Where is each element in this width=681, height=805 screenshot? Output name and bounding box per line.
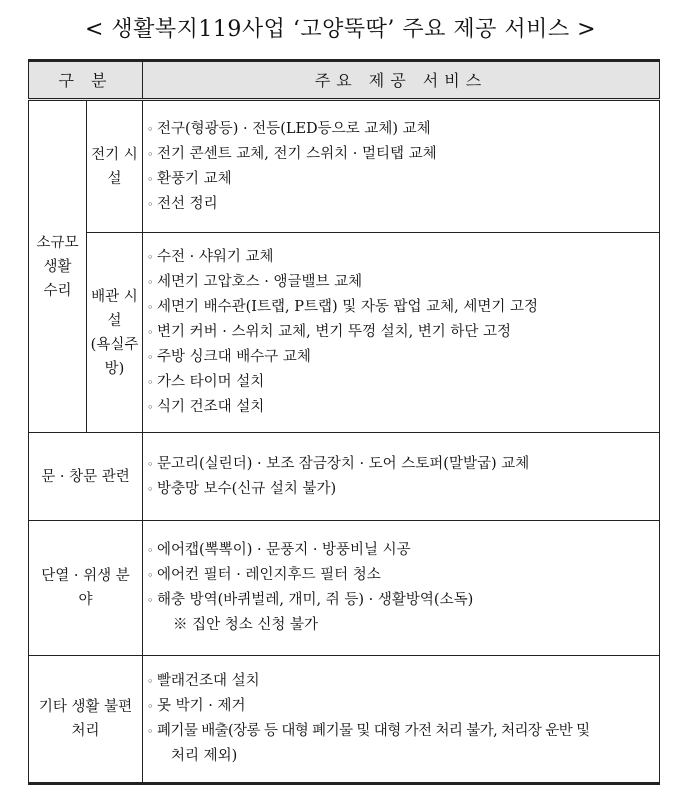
list-item-continuation: 처리 제외)	[171, 748, 238, 764]
category-insulation-hygiene: 단열 · 위생 분 야	[29, 521, 143, 656]
list-item: ◦ 문고리(실린더) · 보조 잠금장치 · 도어 스토퍼(말발굽) 교체	[147, 455, 530, 472]
list-item: ◦ 빨래건조대 설치	[147, 673, 260, 689]
list-item: ◦ 에어컨 필터 · 레인지후드 필터 청소	[147, 567, 381, 583]
table-row	[29, 433, 660, 521]
table-header-row	[29, 61, 660, 100]
list-item: ◦ 가스 타이머 설치	[147, 374, 265, 390]
list-item: ◦ 전구(형광등) · 전등(LED등으로 교체) 교체	[147, 120, 431, 137]
list-item: ◦ 해충 방역(바퀴벌레, 개미, 쥐 등) · 생활방역(소독)	[147, 592, 474, 608]
list-item: ◦ 전선 정리	[147, 195, 218, 212]
list-item: ◦ 전기 콘센트 교체, 전기 스위치 · 멀티탭 교체	[147, 145, 437, 162]
note-cleaning-unavailable: ※ 집안 청소 신청 불가	[173, 617, 318, 633]
list-item: ◦ 변기 커버 · 스위치 교체, 변기 뚜껑 설치, 변기 하단 고정	[147, 324, 512, 340]
list-item: ◦ 폐기물 배출(장롱 등 대형 폐기물 및 대형 가전 처리 불가, 처리장 운반 및	[147, 723, 590, 739]
services-table	[28, 59, 660, 785]
list-item: ◦ 식기 건조대 설치	[147, 399, 265, 415]
table-row	[29, 521, 660, 656]
subcategory-electric: 전기 시 설	[87, 100, 143, 233]
list-item: ◦ 세면기 고압호스 · 앵글밸브 교체	[147, 274, 363, 290]
list-item: ◦ 세면기 배수관(I트랩, P트랩) 및 자동 팝업 교체, 세면기 고정	[147, 299, 539, 315]
services-doors-windows	[143, 433, 660, 521]
header-category: 구 분	[29, 61, 143, 100]
list-item: ◦ 에어캡(뽁뽁이) · 문풍지 · 방풍비닐 시공	[147, 542, 411, 558]
list-item: ◦ 방충망 보수(신규 설치 불가)	[147, 480, 337, 497]
table-row	[29, 233, 660, 433]
services-insulation-hygiene	[143, 521, 660, 656]
services-plumbing	[143, 233, 660, 433]
subcategory-plumbing: 배관 시 설 (욕실주 방)	[87, 233, 143, 433]
list-item: ◦ 수전 · 샤워기 교체	[147, 249, 274, 265]
services-electric	[143, 100, 660, 233]
table-row	[29, 100, 660, 233]
list-item: ◦ 환풍기 교체	[147, 170, 232, 187]
list-item: ◦ 못 박기 · 제거	[147, 698, 246, 714]
header-services: 주요 제공 서비스	[143, 61, 660, 100]
category-other-inconvenience: 기타 생활 불편 처리	[29, 656, 143, 784]
category-doors-windows: 문 · 창문 관련	[29, 433, 143, 521]
list-item: ◦ 주방 싱크대 배수구 교체	[147, 349, 311, 365]
table-row	[29, 656, 660, 784]
category-small-repair: 소규모 생활 수리	[29, 100, 87, 433]
services-other-inconvenience	[143, 656, 660, 784]
page-title: < 생활복지119사업 ‘고양뚝딱’ 주요 제공 서비스 >	[84, 17, 597, 42]
